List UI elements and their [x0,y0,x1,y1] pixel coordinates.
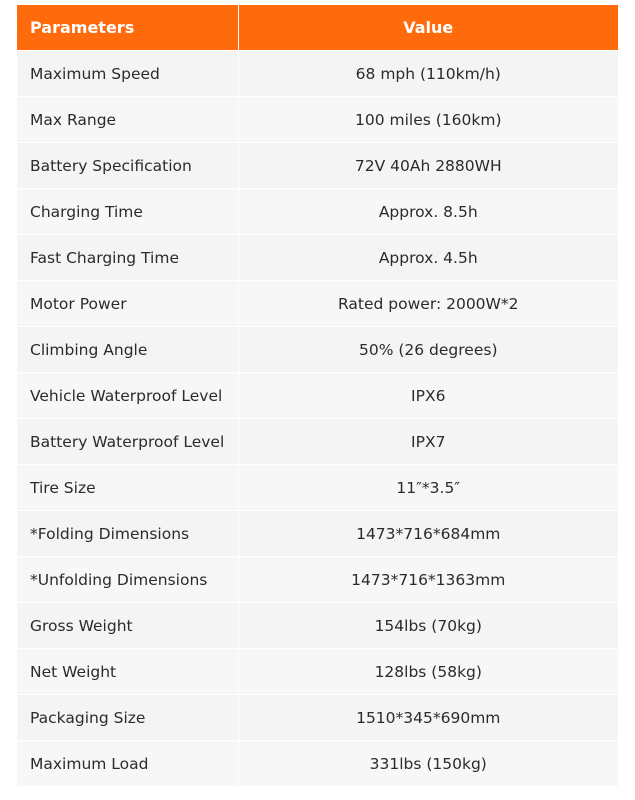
table-row [17,189,618,235]
table-row [17,741,618,787]
parameter-value-cell: Approx. 8.5h [238,189,618,235]
parameter-name-cell: Net Weight [17,649,238,695]
parameter-value-cell: 11″*3.5″ [238,465,618,511]
parameter-name-cell: *Unfolding Dimensions [17,557,238,603]
table-header-row [17,5,618,51]
parameter-value-cell: 128lbs (58kg) [238,649,618,695]
parameter-value-cell: 50% (26 degrees) [238,327,618,373]
table-row [17,97,618,143]
parameter-name-cell: Tire Size [17,465,238,511]
parameter-name-cell: *Folding Dimensions [17,511,238,557]
parameter-value-cell: 1510*345*690mm [238,695,618,741]
parameter-name-cell: Fast Charging Time [17,235,238,281]
table-body [17,51,618,787]
parameter-value-cell: 154lbs (70kg) [238,603,618,649]
parameter-value-cell: IPX7 [238,419,618,465]
table-row [17,649,618,695]
table-row [17,603,618,649]
parameter-value-cell: Rated power: 2000W*2 [238,281,618,327]
table-row [17,465,618,511]
parameter-name-cell: Motor Power [17,281,238,327]
parameter-name-cell: Vehicle Waterproof Level [17,373,238,419]
parameter-name-cell: Climbing Angle [17,327,238,373]
table-row [17,143,618,189]
parameter-value-cell: IPX6 [238,373,618,419]
table-row [17,327,618,373]
table-row [17,373,618,419]
table-row [17,557,618,603]
parameter-name-cell: Battery Specification [17,143,238,189]
specifications-table [17,5,618,787]
table-row [17,695,618,741]
parameter-value-cell: 72V 40Ah 2880WH [238,143,618,189]
parameter-name-cell: Gross Weight [17,603,238,649]
parameters-column-header: Parameters [17,5,238,51]
parameter-name-cell: Battery Waterproof Level [17,419,238,465]
table-row [17,281,618,327]
parameter-value-cell: 100 miles (160km) [238,97,618,143]
parameter-name-cell: Packaging Size [17,695,238,741]
parameter-value-cell: 331lbs (150kg) [238,741,618,787]
parameter-value-cell: 1473*716*1363mm [238,557,618,603]
parameter-name-cell: Maximum Load [17,741,238,787]
table-row [17,419,618,465]
parameter-name-cell: Maximum Speed [17,51,238,97]
value-column-header: Value [238,5,618,51]
table-row [17,51,618,97]
parameter-value-cell: Approx. 4.5h [238,235,618,281]
table-row [17,511,618,557]
parameter-name-cell: Charging Time [17,189,238,235]
parameter-name-cell: Max Range [17,97,238,143]
parameter-value-cell: 68 mph (110km/h) [238,51,618,97]
parameter-value-cell: 1473*716*684mm [238,511,618,557]
table-row [17,235,618,281]
